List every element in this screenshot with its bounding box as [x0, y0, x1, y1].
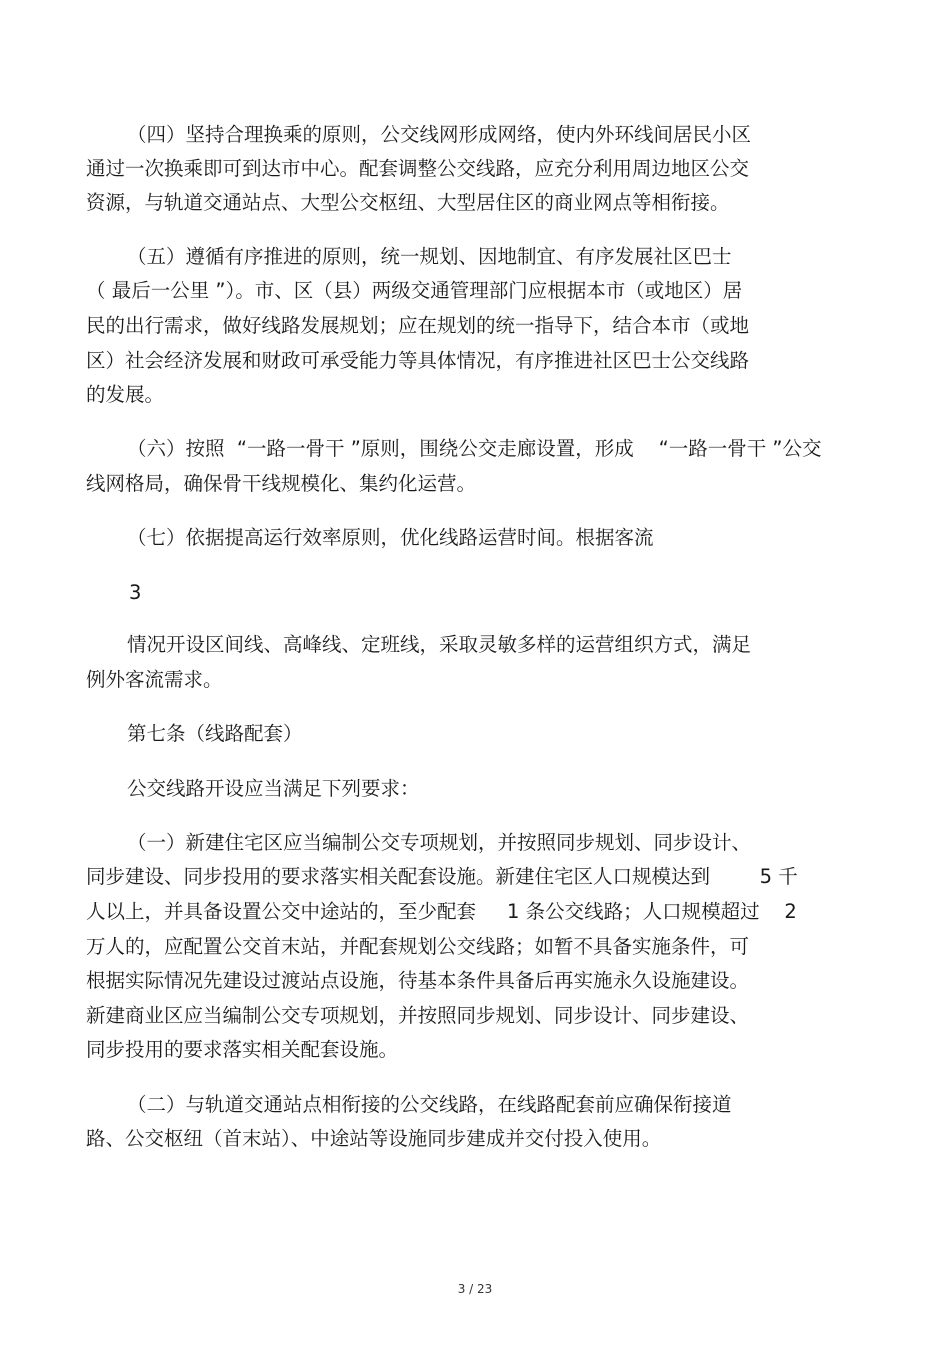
text-line: （七）依据提高运行效率原则，优化线路运营时间。根据客流 — [127, 526, 654, 549]
text-line: 路、公交枢纽（首末站）、中途站等设施同步建成并交付投入使用。 — [86, 1127, 662, 1150]
page-indicator: 3 / 23 — [457, 1282, 493, 1296]
text-line: 公交线路开设应当满足下列要求： — [127, 777, 420, 800]
text-line: 人以上，并具备设置公交中途站的，至少配套 1 条公交线路；人口规模超过 2 — [86, 900, 797, 923]
text-line: 情况开设区间线、高峰线、定班线，采取灵敏多样的运营组织方式，满足 — [127, 633, 752, 656]
text-line: 资源，与轨道交通站点、大型公交枢纽、大型居住区的商业网点等相衔接。 — [86, 191, 730, 214]
text-line: （ 最后一公里 ”）。市、区（县）两级交通管理部门应根据本市（或地区）居 — [86, 279, 743, 302]
text-line: （一）新建住宅区应当编制公交专项规划，并按照同步规划、同步设计、 — [127, 831, 752, 854]
text-line: 同步投用的要求落实相关配套设施。 — [86, 1038, 399, 1061]
text-line: 的发展。 — [86, 383, 165, 406]
text-line: （二）与轨道交通站点相衔接的公交线路，在线路配套前应确保衔接道 — [127, 1093, 732, 1116]
section-heading: 第七条（线路配套） — [127, 722, 303, 745]
text-line: 民的出行需求，做好线路发展规划；应在规划的统一指导下，结合本市（或地 — [86, 314, 750, 337]
text-line: 线网格局，确保骨干线规模化、集约化运营。 — [86, 472, 477, 495]
text-line: 例外客流需求。 — [86, 668, 223, 691]
text-line: 根据实际情况先建设过渡站点设施，待基本条件具备后再实施永久设施建设。 — [86, 969, 750, 992]
text-line: （五）遵循有序推进的原则，统一规划、因地制宜、有序发展社区巴士 — [127, 245, 732, 268]
text-line: 万人的，应配置公交首末站，并配套规划公交线路；如暂不具备实施条件，可 — [86, 935, 750, 958]
text-line: 通过一次换乘即可到达市中心。配套调整公交线路，应充分利用周边地区公交 — [86, 157, 750, 180]
text-line: （六）按照 “一路一骨干 ”原则，围绕公交走廊设置，形成 “一路一骨干 ”公交 — [127, 437, 822, 460]
text-line: （四）坚持合理换乘的原则，公交线网形成网络，使内外环线间居民小区 — [127, 123, 752, 146]
text-line: 新建商业区应当编制公交专项规划，并按照同步规划、同步设计、同步建设、 — [86, 1004, 750, 1027]
text-line: 区）社会经济发展和财政可承受能力等具体情况，有序推进社区巴士公交线路 — [86, 349, 750, 372]
inline-page-number: 3 — [129, 581, 142, 604]
text-line: 同步建设、同步投用的要求落实相关配套设施。新建住宅区人口规模达到 5 千 — [86, 865, 798, 888]
